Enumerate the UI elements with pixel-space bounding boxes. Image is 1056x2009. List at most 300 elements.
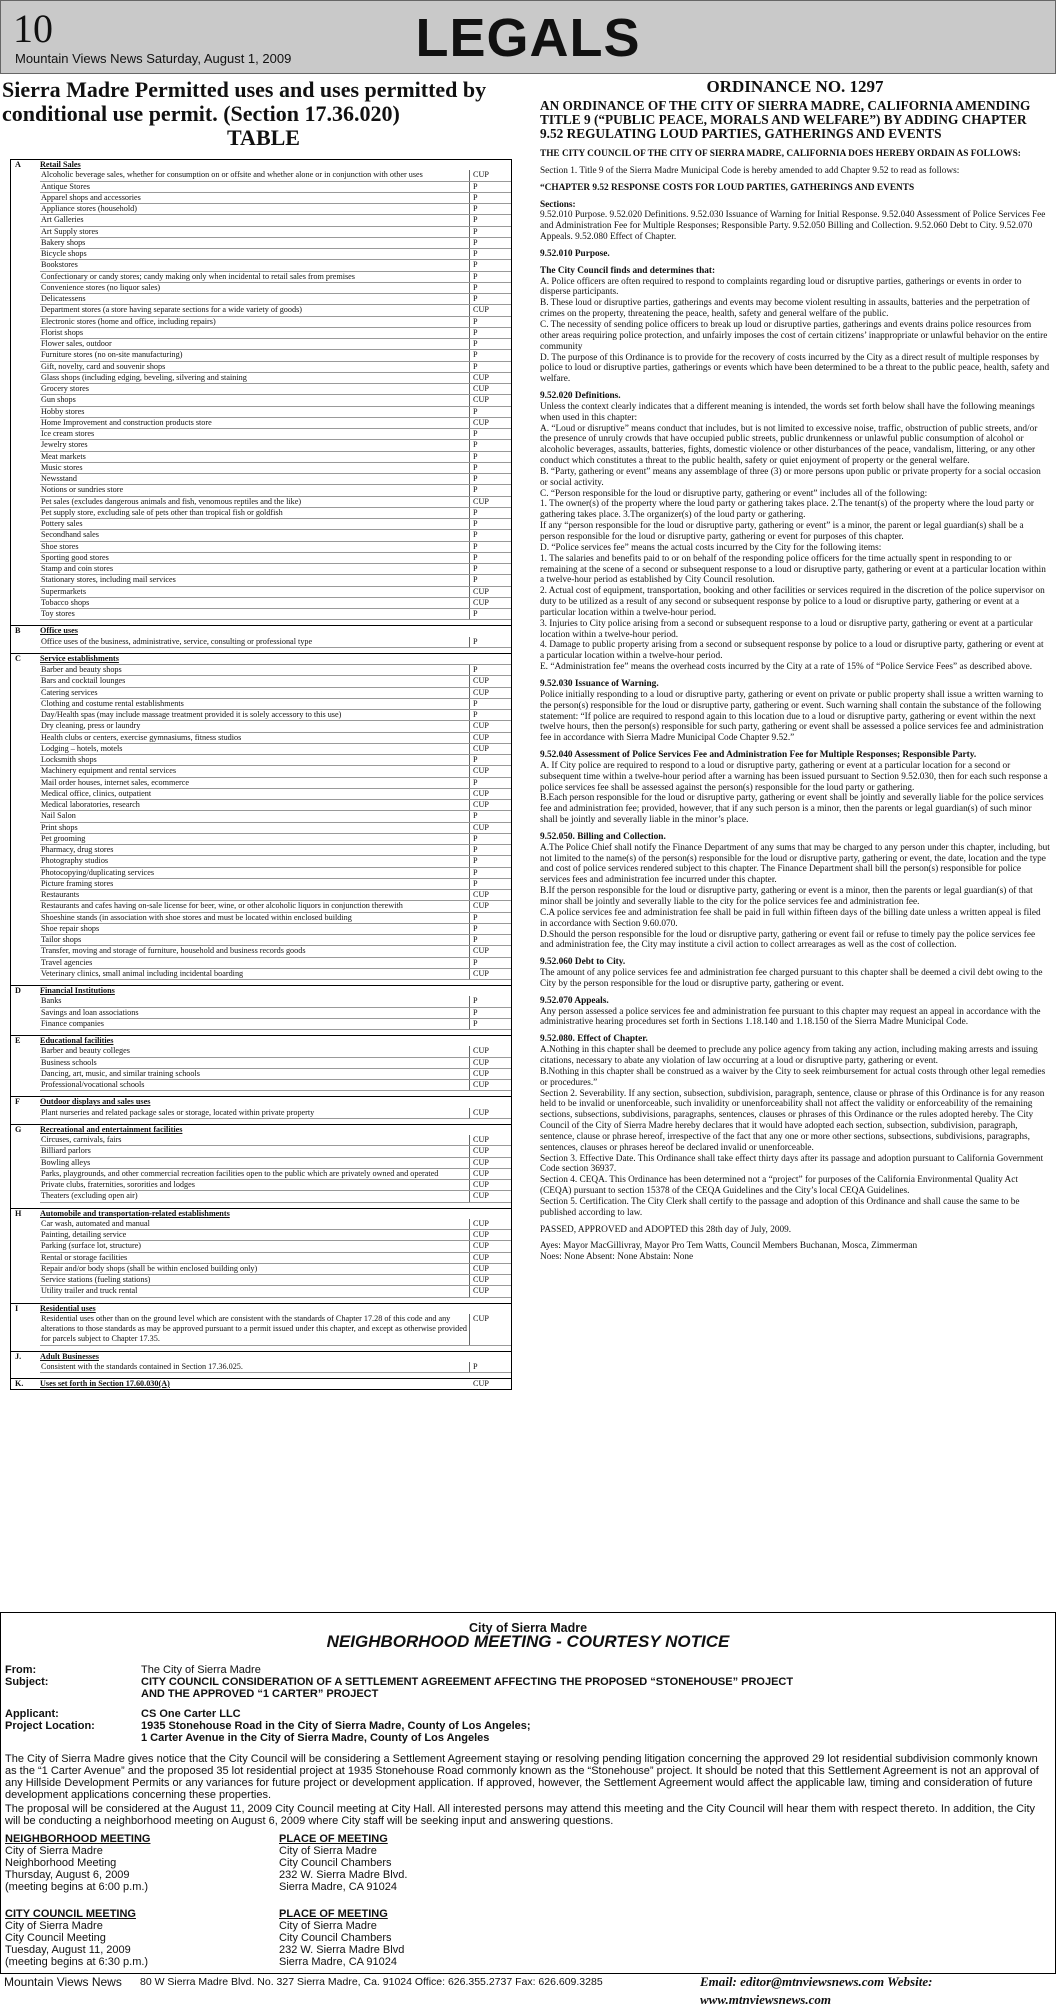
use-status: P (473, 440, 478, 450)
use-row (40, 856, 511, 867)
use-status: P (473, 406, 478, 416)
ordinance-paragraph: B. “Party, gathering or event” means any assemblage of three (3) or more persons upon public or private property for a social occasion or social activity. (540, 466, 1041, 488)
use-row (40, 1058, 511, 1069)
place-line: City of Sierra Madre (279, 1920, 377, 1932)
use-row (40, 463, 511, 474)
use-status: CUP (473, 766, 489, 776)
category-letter: A (15, 160, 21, 169)
use-status: P (473, 282, 478, 292)
use-status: CUP (473, 1157, 489, 1167)
use-name: Bowling alleys (40, 1158, 470, 1168)
ordinance-paragraph: 9.52.070 Appeals. (540, 995, 609, 1006)
ordinance-paragraph: C. The necessity of sending police officers to break up loud or disruptive parties, gatherings and events drains police resources from other areas requiring police protection, and unfairly imposes the cost of certain citizens’ inappropriate or unlawful behavior on the entire community (540, 319, 1048, 352)
use-name: Electronic stores (home and office, including repairs) (40, 317, 470, 327)
use-name: Print shops (40, 823, 470, 833)
use-row (40, 946, 511, 957)
use-name: Appliance stores (household) (40, 204, 470, 214)
use-name: Repair and/or body shops (shall be within enclosed building only) (40, 1264, 470, 1274)
use-status: P (473, 845, 478, 854)
ordinance-paragraph: “CHAPTER 9.52 RESPONSE COSTS FOR LOUD PARTIES, GATHERINGS AND EVENTS (540, 182, 915, 193)
use-row (40, 485, 511, 496)
use-row (40, 283, 511, 294)
ordinance-paragraph: 9.52.020 Definitions. (540, 391, 621, 402)
use-category (11, 1209, 511, 1219)
nm-line: City of Sierra Madre (5, 1845, 103, 1857)
nm-line: Thursday, August 6, 2009 (5, 1869, 130, 1881)
use-row (40, 744, 511, 755)
ordinance-paragraph: B.Each person responsible for the loud or disruptive party, gathering or event shall be jointly and severally liable for the police services fee and administration fee; provided, however, that if any such person is a minor, then the parents or legal guardian(s) of such minor shall be jointly and severally liable in the minor’s place. (540, 793, 1044, 826)
use-status: P (473, 777, 478, 787)
use-status: P (473, 462, 478, 472)
use-row (40, 587, 511, 598)
use-name: Consistent with the standards contained in Section 17.36.025. (40, 1362, 470, 1372)
ordinance-paragraph: 4. Damage to public property arising from a second or subsequent response by police to a loud or disruptive party, gathering or event at a particular location within a twelve-hour period. (540, 640, 1044, 662)
use-row (40, 721, 511, 732)
ordinance-paragraph: A.Nothing in this chapter shall be deemed to preclude any police agency from taking any action, including making arrests and issuing citations, necessary to abate any violation of law occurring at a loud or disruptive party, gathering or event. (540, 1045, 1038, 1066)
use-status: CUP (473, 1252, 489, 1262)
ordinance-paragraph: 9.52.030 Issuance of Warning. (540, 678, 659, 689)
use-name: Private clubs, fraternities, sororities and lodges (40, 1180, 470, 1190)
use-name: Health clubs or centers, exercise gymnasiums, fitness studios (40, 733, 470, 743)
subject-label: Subject: (5, 1676, 49, 1688)
use-row (40, 868, 511, 879)
use-row (40, 890, 511, 901)
use-name: Parks, playgrounds, and other commercial recreation facilities open to the public which are privately owned and operated (40, 1169, 470, 1179)
use-status: CUP (473, 1241, 489, 1251)
use-row (40, 317, 511, 328)
ordinance-paragraph: 9.52.060 Debt to City. (540, 957, 626, 968)
use-status: CUP (473, 597, 489, 607)
use-row (40, 1362, 511, 1373)
use-row (40, 1069, 511, 1080)
ordinance-paragraph: D.Should the person responsible for the loud or disruptive party, gathering or event fail or refuse to timely pay the police services fee and administration fee, the City may institute a civil action to collect arrearages as well as the cost of collection. (540, 929, 1036, 951)
use-name: Gun shops (40, 395, 470, 405)
use-row (40, 1286, 511, 1297)
use-row (40, 362, 511, 373)
use-row (40, 373, 511, 384)
cc-title: CITY COUNCIL MEETING (5, 1908, 136, 1920)
cc-line: Tuesday, August 11, 2009 (5, 1944, 131, 1956)
use-status: P (473, 294, 478, 303)
use-row (40, 215, 511, 226)
use-row (40, 766, 511, 777)
ordinance-title: ORDINANCE NO. 1297 (706, 77, 884, 96)
use-name: Rental or storage facilities (40, 1253, 470, 1263)
use-row (40, 530, 511, 541)
use-name: Florist shops (40, 328, 470, 338)
use-category (11, 1379, 511, 1389)
use-name: Lodging – hotels, motels (40, 744, 470, 754)
use-row (40, 575, 511, 586)
use-status: P (473, 507, 478, 517)
use-name: Shoe repair shops (40, 924, 470, 934)
notice-name: NEIGHBORHOOD MEETING - COURTESY NOTICE (326, 1632, 730, 1651)
table-title-line1: Sierra Madre Permitted uses and uses permitted by (2, 77, 487, 102)
use-name: Pet supply store, excluding sale of pets other than tropical fish or goldfish (40, 508, 470, 518)
use-name: Grocery stores (40, 384, 470, 394)
use-row (40, 823, 511, 834)
footer-publication: Mountain Views News (4, 1975, 122, 1989)
use-name: Office uses of the business, administrative, service, consulting or professional type (40, 637, 470, 647)
category-letter: B (15, 626, 21, 636)
use-status: CUP (473, 1218, 489, 1228)
use-status: P (473, 451, 478, 461)
use-row (40, 395, 511, 406)
category-letter: D (15, 986, 21, 995)
use-name: Shoeshine stands (in association with shoe stores and must be located within enclosed building (40, 913, 470, 923)
applicant-value: CS One Carter LLC (141, 1708, 241, 1720)
use-row (40, 564, 511, 575)
ordinance-paragraph: Section 4. CEQA. This Ordinance has been determined not a “project” for purposes of the California Environmental Quality Act (CEQA) pursuant to section 15378 of the CEQA Guidelines and the City’s local CEQA Guidelines. (540, 1175, 1018, 1197)
use-status: CUP (473, 1286, 489, 1296)
use-category (11, 654, 511, 664)
category-title: Retail Sales (40, 160, 81, 169)
use-status: P (473, 878, 478, 888)
ordinance-paragraph: C. “Person responsible for the loud or disruptive party, gathering or event” includes all of the following: (540, 488, 928, 499)
use-name: Parking (surface lot, structure) (40, 1241, 470, 1251)
use-name: Finance companies (40, 1019, 470, 1029)
use-row (40, 1230, 511, 1241)
use-name: Glass shops (including edging, beveling, silvering and staining (40, 373, 470, 383)
paper-date: Mountain Views News Saturday, August 1, 2009 (15, 51, 292, 66)
place-line: City Council Chambers (279, 1932, 392, 1944)
ordinance-paragraph: 9.52.010 Purpose. 9.52.020 Definitions. 9.52.030 Issuance of Warning for Initial Response. 9.52.040 Assessment of Police Services Fee and Administration Fee for Multiple Responses; Responsible Party. 9.52.050 Billing and Collection. 9.52.060 Debt to City. 9.52.070 Appeals. 9.52.080 Effect of Chapter. (540, 210, 1046, 243)
use-status: CUP (473, 946, 489, 956)
use-name: Stamp and coin stores (40, 564, 470, 574)
use-row (40, 755, 511, 766)
use-status: P (473, 181, 478, 191)
use-status: CUP (473, 687, 489, 697)
applicant-label: Applicant: (5, 1708, 59, 1720)
use-name: Restaurants (40, 890, 470, 900)
ordinance-paragraph: 9.52.080. Effect of Chapter. (540, 1034, 648, 1045)
use-row (40, 1146, 511, 1157)
use-row (40, 1241, 511, 1252)
use-status: P (473, 912, 478, 922)
use-row (40, 272, 511, 283)
ordinance-paragraph: 1. The owner(s) of the property where the loud party or gathering takes place. 2.The tenant(s) of the property where the loud party or gathering takes place. 3.The organizer(s) of the loud party or gathering. (540, 499, 1034, 521)
use-name: Bicycle shops (40, 249, 470, 259)
use-name: Locksmith shops (40, 755, 470, 765)
use-name: Dancing, art, music, and similar training schools (40, 1069, 470, 1079)
use-row (40, 328, 511, 339)
use-status: CUP (473, 170, 489, 180)
use-status: P (473, 996, 478, 1006)
use-category (11, 1125, 511, 1135)
use-row (40, 1253, 511, 1264)
use-row (40, 497, 511, 508)
ordinance-paragraph: 3. Injuries to City police arising from a second or subsequent response to a loud or disruptive party, gathering or event at a particular location within a twelve-hour period. (540, 618, 1033, 640)
use-name: Veterinary clinics, small animal including incidental boarding (40, 969, 470, 979)
category-letter: J. (15, 1351, 22, 1361)
use-name: Travel agencies (40, 958, 470, 968)
ordinance-paragraph: 1. The salaries and benefits paid to or on behalf of the responding police officers for the time actually spent in responding to or remaining at the scene of a second or subsequent response to a loud or disruptive party, gathering or event at a particular location within a twelve-hour period as established by City Council resolution. (540, 553, 1046, 586)
use-status: CUP (473, 1230, 489, 1239)
use-status: CUP (473, 1168, 489, 1178)
category-title: Uses set forth in Section 17.60.030(A) (40, 1379, 170, 1388)
use-status: CUP (473, 788, 489, 798)
location-label: Project Location: (5, 1720, 95, 1732)
use-row (40, 170, 511, 181)
use-category (11, 1097, 511, 1107)
use-name: Department stores (a store having separate sections for a wide variety of goods) (40, 305, 470, 315)
use-status: P (473, 519, 478, 528)
use-row (40, 249, 511, 260)
ordinance-paragraph: B. These loud or disruptive parties, gatherings and events may become violent resulting in assaults, batteries and the perpetration of crimes on the property, threatening the peace, health, safety and general welfare of the public. (540, 298, 1030, 320)
use-status: CUP (473, 1080, 489, 1089)
use-row (40, 1158, 511, 1169)
use-row (40, 879, 511, 890)
use-status: P (473, 316, 478, 326)
use-name: Business schools (40, 1058, 470, 1068)
use-status: P (473, 755, 478, 764)
use-row (40, 1264, 511, 1275)
category-status: CUP (473, 1379, 489, 1388)
use-row (40, 834, 511, 845)
ordinance-section (540, 78, 1050, 1263)
category-title: Automobile and transportation-related establishments (40, 1208, 230, 1218)
use-name: Theaters (excluding open air) (40, 1191, 470, 1201)
use-name: Tailor shops (40, 935, 470, 945)
use-row (40, 665, 511, 676)
category-letter: E (15, 1036, 21, 1045)
use-row (40, 1275, 511, 1286)
use-status: CUP (473, 1146, 489, 1156)
use-name: Medical office, clinics, outpatient (40, 789, 470, 799)
use-status: P (473, 429, 478, 438)
use-row (40, 609, 511, 620)
use-category (11, 986, 511, 996)
use-name: Shoe stores (40, 542, 470, 552)
ordinance-paragraph: B.Nothing in this chapter shall be construed as a waiver by the City to seek reimbursement for actual costs through other legal remedies or procedures.” (540, 1066, 1046, 1088)
use-status: P (473, 609, 478, 618)
ordinance-paragraph: Any person assessed a police services fee and administration fee pursuant to this chapter may request an appeal in accordance with the administrative hearing procedures set forth in Sections 1.18.140 and 1.18.150 of the Sierra Madre Municipal Code. (540, 1006, 1041, 1028)
use-status: P (473, 710, 478, 719)
use-name: Pharmacy, drug stores (40, 845, 470, 855)
use-name: Art Supply stores (40, 227, 470, 237)
use-name: Ice cream stores (40, 429, 470, 439)
use-status: P (473, 271, 478, 281)
use-row (40, 1080, 511, 1091)
use-status: CUP (473, 1068, 489, 1078)
uses-table-section (0, 77, 525, 1388)
use-row (40, 238, 511, 249)
use-row (40, 418, 511, 429)
ordinance-paragraph: PASSED, APPROVED and ADOPTED this 28th day of July, 2009. (540, 1224, 792, 1235)
use-row (40, 407, 511, 418)
use-status: CUP (473, 1191, 489, 1201)
place-line: Sierra Madre, CA 91024 (279, 1881, 398, 1893)
use-status: P (473, 1018, 478, 1028)
cc-line: (meeting begins at 6:30 p.m.) (5, 1956, 149, 1968)
page-header (0, 0, 1056, 74)
use-name: Confectionary or candy stores; candy making only when incidental to retail sales from premises (40, 272, 470, 282)
use-row (40, 688, 511, 699)
cc-line: City Council Meeting (5, 1932, 106, 1944)
use-status: CUP (473, 676, 489, 686)
uses-table (10, 159, 512, 1390)
section-title: LEGALS (415, 8, 641, 68)
use-row (40, 474, 511, 485)
use-row (40, 1019, 511, 1030)
use-name: Gift, novelty, card and souvenir shops (40, 362, 470, 372)
location-line2: 1 Carter Avenue in the City of Sierra Madre, County of Los Angeles (141, 1732, 490, 1744)
notice-paragraph-2: The proposal will be considered at the August 11, 2009 City Council meeting at City Hall. All interested persons may attend this meeting and the City Council will hear them with respect thereto. In addition, the City will be conducting a neighborhood meeting on August 6, 2009 where City staff will be seeking input and answering questions. (5, 1803, 1036, 1827)
ordinance-paragraph: If any “person responsible for the loud or disruptive party, gathering or event” is a minor, the parent or legal guardian(s) shall be a person responsible for the loud or disruptive party, gathering or event for purposes of this chapter. (540, 521, 1024, 542)
use-name: Stationary stores, including mail services (40, 575, 470, 585)
use-status: CUP (473, 305, 489, 315)
use-row (40, 958, 511, 969)
use-status: P (473, 575, 478, 585)
use-status: P (473, 204, 478, 213)
use-row (40, 935, 511, 946)
use-row (40, 305, 511, 316)
use-row (40, 204, 511, 215)
use-status: CUP (473, 743, 489, 753)
category-title: Financial Institutions (40, 986, 115, 995)
table-title (2, 78, 525, 150)
table-title-line2: conditional use permit. (Section 17.36.020) (2, 101, 400, 126)
ordinance-paragraph: D. The purpose of this Ordinance is to provide for the recovery of costs incurred by the City as a direct result of multiple responses by police to loud or disruptive parties, gatherings or events which have been determined to be a threat to the public peace, health, safety and welfare. (540, 352, 1050, 385)
use-status: CUP (473, 822, 489, 832)
use-status: CUP (473, 496, 489, 506)
ordinance-paragraph: 9.52.050. Billing and Collection. (540, 831, 666, 842)
use-name: Jewelry stores (40, 440, 470, 450)
nm-place-block (279, 1833, 407, 1893)
use-row (40, 800, 511, 811)
place-line: 232 W. Sierra Madre Blvd. (279, 1869, 408, 1881)
use-name: Pet sales (excludes dangerous animals and fish, venomous reptiles and the like) (40, 497, 470, 507)
use-row (40, 384, 511, 395)
place-title: PLACE OF MEETING (279, 1833, 388, 1845)
use-status: P (473, 957, 478, 967)
use-status: CUP (473, 1107, 489, 1117)
location-line1: 1935 Stonehouse Road in the City of Sierra Madre, County of Los Angeles; (141, 1720, 531, 1732)
use-name: Transfer, moving and storage of furniture, household and business records goods (40, 946, 470, 956)
ordinance-paragraph: Police initially responding to a loud or disruptive party, gathering or event on private or public property shall issue a written warning to the person(s) responsible for the loud or disruptive party, gathering or event. Such warning shall contain the substance of the following statement: “If police are required to respond again to this location due to a loud or disruptive party, gathering or event within the next twelve hours, then the person(s) responsible for such party, gathering or event shall be assessed a police services fee and administration fee in accordance with Sierra Madre Municipal Code Chapter 9.52.” (540, 689, 1044, 744)
use-name: Newsstand (40, 474, 470, 484)
use-row (40, 913, 511, 924)
use-status: CUP (473, 1046, 489, 1056)
use-status: CUP (473, 1313, 489, 1323)
use-row (40, 901, 511, 912)
use-category (11, 1036, 511, 1046)
use-name: Convenience stores (no liquor sales) (40, 283, 470, 293)
use-row (40, 845, 511, 856)
use-name: Car wash, automated and manual (40, 1219, 470, 1229)
use-name: Photocopying/duplicating services (40, 868, 470, 878)
use-status: P (473, 811, 478, 821)
use-row (40, 1314, 511, 1346)
use-status: P (473, 833, 478, 843)
ordinance-paragraph: A.The Police Chief shall notify the Finance Department of any sums that may be charged to any person under this chapter, including, but not limited to the name(s) of the person(s) responsible for the loud or disruptive party, gathering or event, the date, location and the type and cost of police services rendered subject to this chapter. The Finance Department shall bill the person(s) responsible for police services fees and administration fee incurred under this chapter. (540, 842, 1050, 886)
ordinance-paragraph: Ayes: Mayor MacGillivray, Mayor Pro Tem Watts, Council Members Buchanan, Mosca, Zimmerman (540, 1241, 918, 1252)
use-row (40, 598, 511, 609)
nm-line: (meeting begins at 6:00 p.m.) (5, 1881, 149, 1893)
use-status: P (473, 249, 478, 258)
use-name: Hobby stores (40, 407, 470, 417)
use-status: P (473, 215, 478, 225)
use-status: P (473, 541, 478, 551)
use-category (11, 160, 511, 170)
use-row (40, 452, 511, 463)
ordinance-paragraph: Section 2. Severability. If any section, subsection, subdivision, paragraph, sentence, clause or phrase of this Ordinance is for any reason held to be invalid or unenforceable, such invalidity or unenforceability shall not affect the validity or enforceability of the remaining sections, subsections, subdivisions, paragraphs, sentences, clauses or phrases of this Ordinance or the rules adopted hereby. The City Council of the City of Sierra Madre hereby declares that it would have adopted each section, subsection, subdivision, paragraph, sentence, clause or phrase hereof, irrespective of the fact that any one or more other sections, subsections, subdivisions, paragraphs, sentences, clauses or phrases hereof be declared invalid or unenforceable. (540, 1088, 1045, 1153)
ordinance-paragraph: A. Police officers are often required to respond to complaints regarding loud or disruptive parties, gatherings or events in order to disperse participants. (540, 276, 1022, 298)
ordinance-paragraph: Sections: (540, 199, 576, 210)
use-name: Furniture stores (no on-site manufacturing) (40, 350, 470, 360)
use-row (40, 182, 511, 193)
footer-address: 80 W Sierra Madre Blvd. No. 327 Sierra Madre, Ca. 91024 Office: 626.355.2737 Fax: 626.609.3285 (140, 1976, 603, 1988)
use-row (40, 1008, 511, 1019)
use-category (11, 626, 511, 636)
use-row (40, 294, 511, 305)
ordinance-paragraph: D. “Police services fee” means the actual costs incurred by the City for the following items: (540, 542, 882, 553)
use-name: Catering services (40, 688, 470, 698)
ordinance-paragraph: Section 5. Certification. The City Clerk shall certify to the passage and adoption of this Ordinance and shall cause the same to be published according to law. (540, 1196, 1020, 1218)
use-status: CUP (473, 901, 489, 911)
use-row (40, 789, 511, 800)
subject-line1: CITY COUNCIL CONSIDERATION OF A SETTLEMENT AGREEMENT AFFECTING THE PROPOSED “STONEHOUSE” PROJECT (141, 1676, 794, 1688)
category-title: Adult Businesses (40, 1351, 99, 1361)
use-name: Apparel shops and accessories (40, 193, 470, 203)
use-row (40, 542, 511, 553)
neighborhood-meeting-block (5, 1833, 150, 1893)
use-row (40, 339, 511, 350)
use-status: CUP (473, 890, 489, 899)
use-name: Professional/vocational schools (40, 1080, 470, 1090)
ordinance-paragraph: C.A police services fee and administration fee shall be paid in full within fifteen days of the billing date unless a written appeal is filed in accordance with Section 9.60.070. (540, 907, 1041, 929)
use-name: Billiard parlors (40, 1146, 470, 1156)
use-name: Tobacco shops (40, 598, 470, 608)
use-name: Bookstores (40, 260, 470, 270)
use-status: CUP (473, 586, 489, 596)
use-name: Barber and beauty shops (40, 665, 470, 675)
use-status: P (473, 867, 478, 877)
use-status: P (473, 1361, 478, 1371)
use-name: Sporting good stores (40, 553, 470, 563)
courtesy-notice (0, 1612, 1056, 1974)
category-title: Educational facilities (40, 1036, 114, 1045)
use-name: Mail order houses, internet sales, ecommerce (40, 778, 470, 788)
use-status: P (473, 260, 478, 270)
from-value: The City of Sierra Madre (141, 1664, 261, 1676)
place-line: City of Sierra Madre (279, 1845, 377, 1857)
place-title: PLACE OF MEETING (279, 1908, 388, 1920)
use-row (40, 924, 511, 935)
use-name: Home Improvement and construction products store (40, 418, 470, 428)
use-name: Clothing and costume rental establishments (40, 699, 470, 709)
use-row (40, 637, 511, 648)
use-name: Savings and loan associations (40, 1008, 470, 1018)
use-status: P (473, 923, 478, 933)
category-title: Outdoor displays and sales uses (40, 1097, 151, 1107)
use-row (40, 676, 511, 687)
use-status: CUP (473, 395, 489, 405)
use-name: Machinery equipment and rental services (40, 766, 470, 776)
use-name: Toy stores (40, 609, 470, 619)
use-name: Utility trailer and truck rental (40, 1286, 470, 1296)
ordinance-paragraph: Section 1. Title 9 of the Sierra Madre Municipal Code is hereby amended to add Chapter 9.52 to read as follows: (540, 165, 960, 176)
use-name: Photography studios (40, 856, 470, 866)
use-name: Dry cleaning, press or laundry (40, 721, 470, 731)
category-letter: G (15, 1124, 22, 1134)
use-row (40, 1191, 511, 1202)
use-name: Pet grooming (40, 834, 470, 844)
ordinance-paragraph: 2. Actual cost of equipment, transportation, booking and other facilities or services required in the discretion of the police supervisor on duty to be utilized as a result of any second or subsequent response by police to a loud or disruptive party, gathering or event at a particular location within a twelve-hour period. (540, 586, 1045, 618)
use-status: CUP (473, 1263, 489, 1273)
use-name: Picture framing stores (40, 879, 470, 889)
use-row (40, 778, 511, 789)
